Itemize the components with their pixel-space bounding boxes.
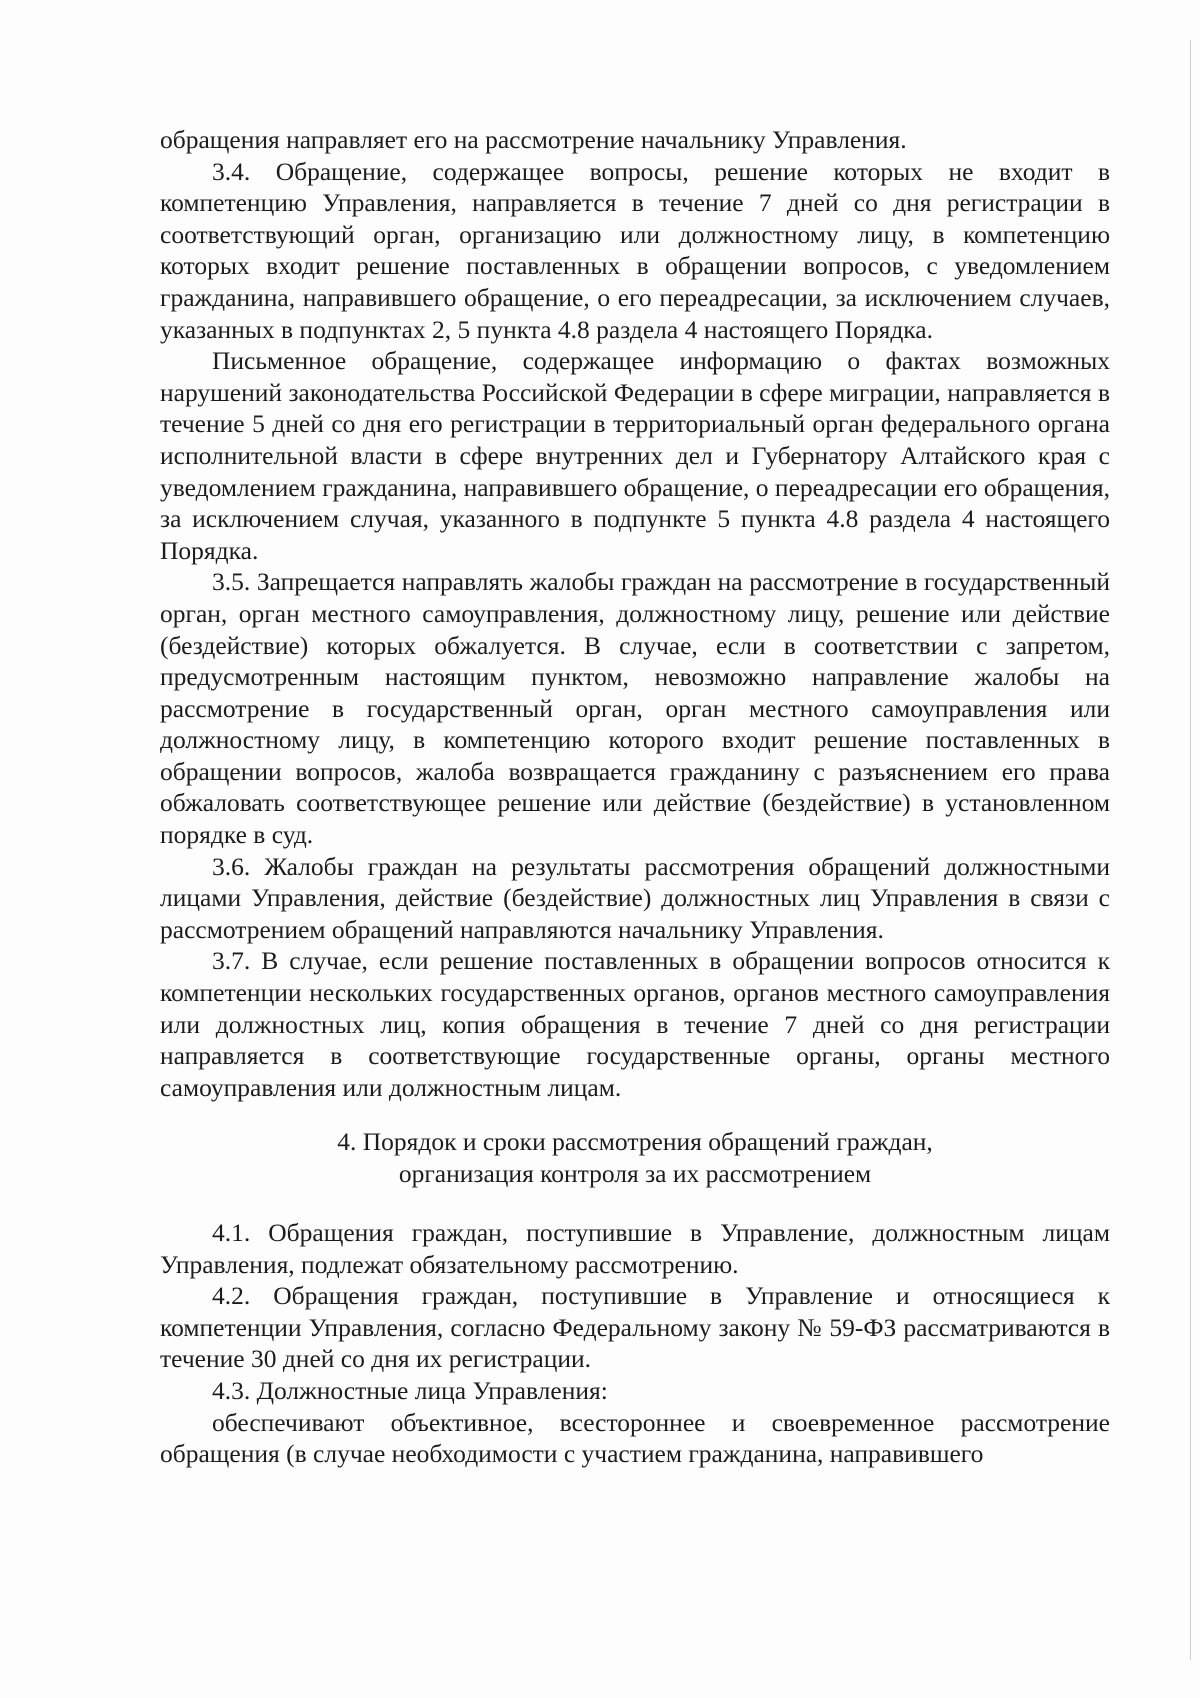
paragraph-3-4: 3.4. Обращение, содержащее вопросы, решение которых не входит в компетенцию Управления, направляется в течение 7 дней со дня регистрации в соответствующий орган, организацию или должностному лицу, в компетенцию которых входит решение поставленных в обращении вопросов, с уведомлением гражданина, направившего обращение, о его переадресации, за исключением случаев, указанных в подпунктах 2, 5 пункта 4.8 раздела 4 настоящего Порядка. bbox=[160, 156, 1110, 344]
paragraph-3-6: 3.6. Жалобы граждан на результаты рассмотрения обращений должностными лицами Управления, действие (бездействие) должностных лиц Управления в связи с рассмотрением обращений направляются начальнику Управления. bbox=[160, 851, 1110, 944]
scan-edge-mark bbox=[1190, 40, 1191, 1660]
paragraph-4-3: 4.3. Должностные лица Управления: bbox=[212, 1375, 608, 1405]
paragraph-migration: Письменное обращение, содержащее информацию о фактах возможных нарушений законодательства Российской Федерации в сфере миграции, направляется в течение 5 дней со дня его регистрации в территориальный орган федерального органа исполнительной власти в сфере внутренних дел и Губернатору Алтайского края с уведомлением гражданина, направившего обращение, о переадресации его обращения, за исключением случая, указанного в подпункте 5 пункта 4.8 раздела 4 настоящего Порядка. bbox=[160, 346, 1110, 565]
section-heading-4 bbox=[160, 1126, 1110, 1189]
paragraph-3-5: 3.5. Запрещается направлять жалобы граждан на рассмотрение в государственный орган, орган местного самоуправления, должностному лицу, решение или действие (бездействие) которых обжалуется. В случае, если в соответствии с запретом, предусмотренным настоящим пунктом, невозможно направление жалобы на рассмотрение в государственный орган, орган местного самоуправления или должностному лицу, в компетенцию которого входит решение поставленных в обращении вопросов, жалоба возвращается гражданину с разъяснением его права обжаловать соответствующее решение или действие (бездействие) в установленном порядке в суд. bbox=[160, 567, 1110, 850]
paragraph-continuation: обращения направляет его на рассмотрение начальнику Управления. bbox=[160, 125, 907, 154]
section-heading-line-2: организация контроля за их рассмотрением bbox=[398, 1158, 872, 1188]
paragraph-4-1: 4.1. Обращения граждан, поступившие в Управление, должностным лицам Управления, подлежат обязательному рассмотрению. bbox=[160, 1218, 1110, 1279]
document-body-top bbox=[160, 124, 1110, 1103]
paragraph-4-3-item: обеспечивают объективное, всестороннее и своевременное рассмотрение обращения (в случае необходимости с участием гражданина, направившего bbox=[160, 1407, 1110, 1469]
paragraph-4-2: 4.2. Обращения граждан, поступившие в Управление и относящиеся к компетенции Управления, согласно Федеральному закону № 59-ФЗ рассматриваются в течение 30 дней со дня их регистрации. bbox=[160, 1281, 1110, 1374]
section-heading-line-1: 4. Порядок и сроки рассмотрения обращений граждан, bbox=[337, 1127, 933, 1156]
document-body-bottom bbox=[160, 1217, 1110, 1470]
paragraph-3-7: 3.7. В случае, если решение поставленных в обращении вопросов относится к компетенции нескольких государственных органов, органов местного самоуправления или должностных лиц, копия обращения в течение 7 дней со дня регистрации направляется в соответствующие государственные органы, органы местного самоуправления или должностным лицам. bbox=[160, 946, 1110, 1102]
